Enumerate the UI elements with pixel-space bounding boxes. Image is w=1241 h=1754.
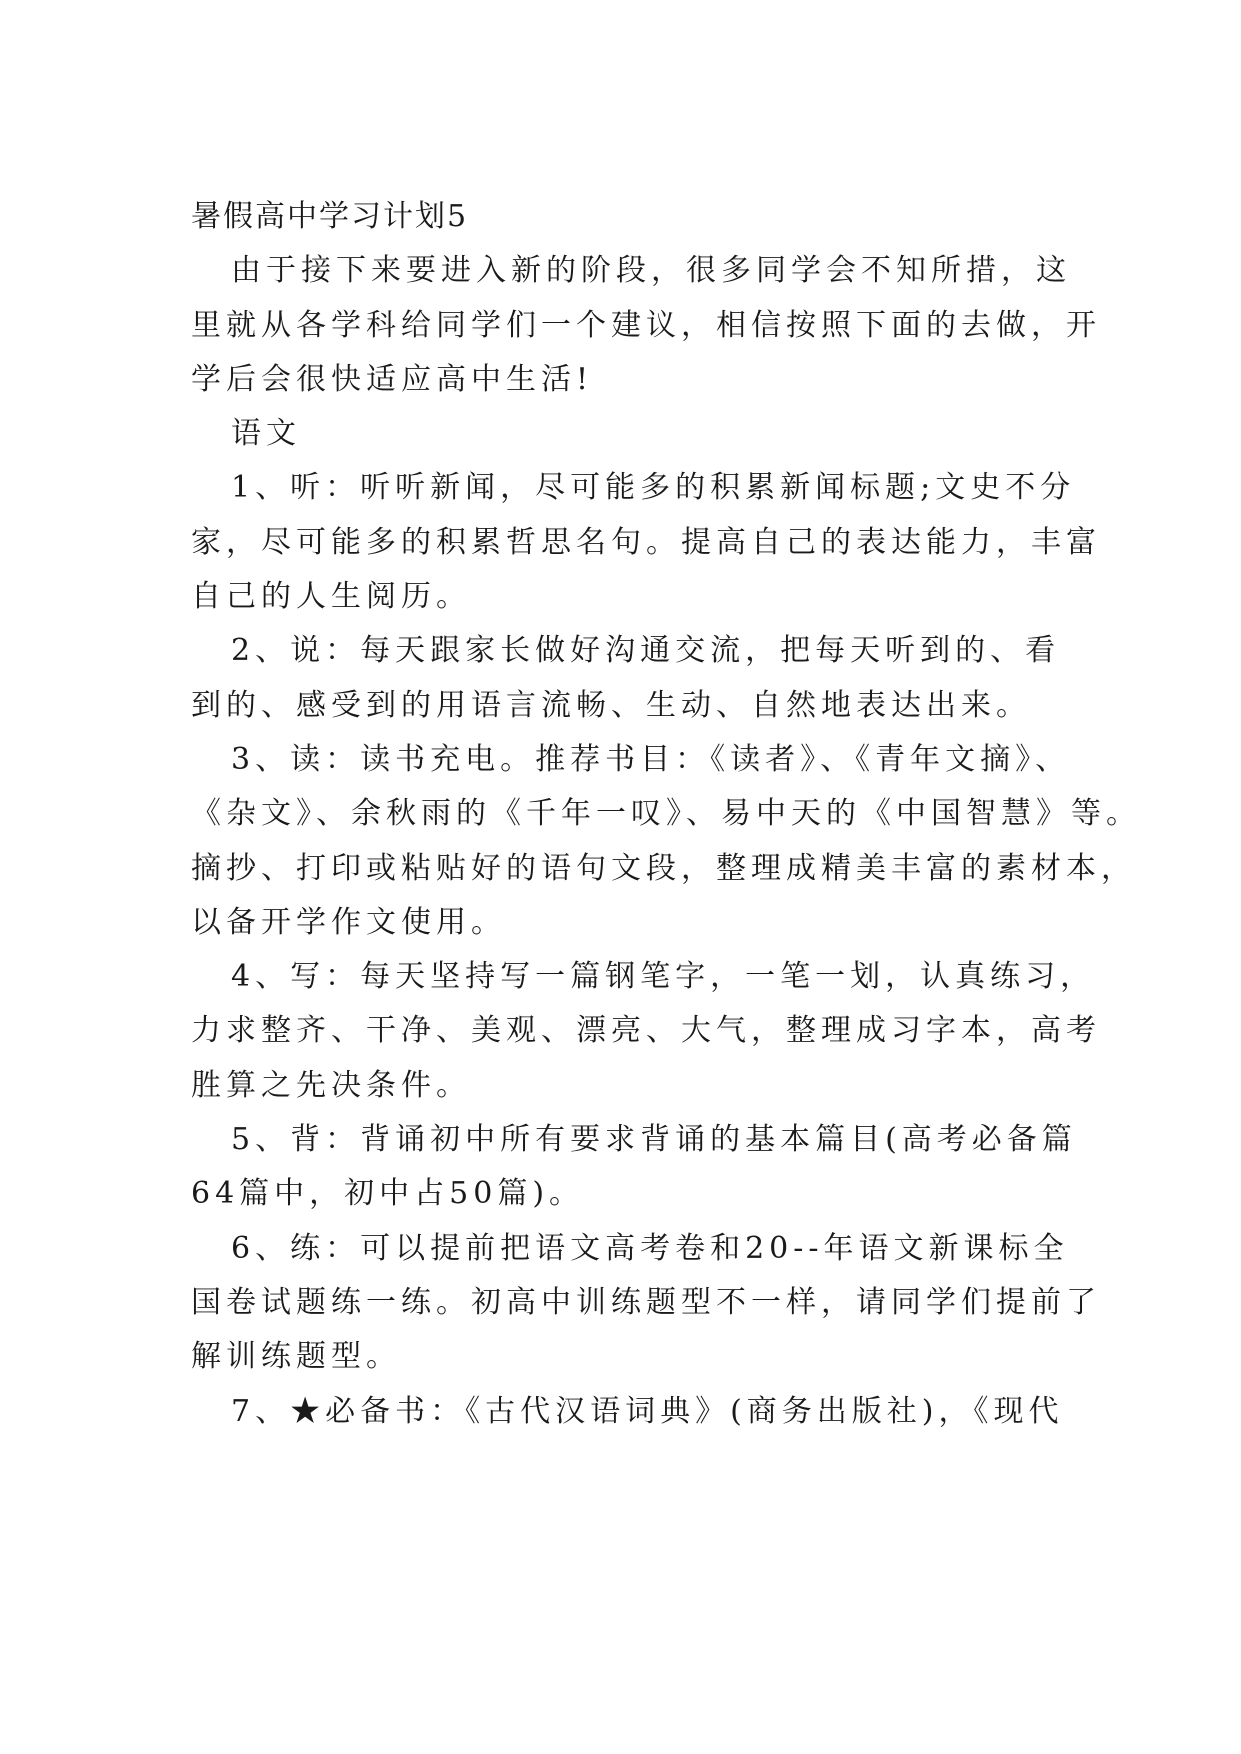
- document-title: 暑假高中学习计划5: [191, 199, 469, 234]
- paragraph-line: 64篇中，初中占50篇)。: [191, 1176, 585, 1211]
- paragraph-line: 力求整齐、干净、美观、漂亮、大气，整理成习字本，高考: [191, 1013, 1101, 1048]
- paragraph-line: 6、练：可以提前把语文高考卷和20--年语文新课标全: [231, 1231, 1069, 1266]
- paragraph-line: 家，尽可能多的积累哲思名句。提高自己的表达能力，丰富: [191, 525, 1101, 560]
- paragraph-line: 里就从各学科给同学们一个建议，相信按照下面的去做，开: [191, 308, 1101, 343]
- paragraph-line: 自己的人生阅历。: [191, 579, 471, 614]
- paragraph-line: 国卷试题练一练。初高中训练题型不一样，请同学们提前了: [191, 1285, 1101, 1320]
- paragraph-line: 解训练题型。: [191, 1339, 401, 1374]
- paragraph-line: 以备开学作文使用。: [191, 905, 506, 940]
- paragraph-line: 到的、感受到的用语言流畅、生动、自然地表达出来。: [191, 688, 1031, 723]
- paragraph-line: 1、听：听听新闻，尽可能多的积累新闻标题;文史不分: [231, 470, 1076, 505]
- paragraph-line: 4、写：每天坚持写一篇钢笔字，一笔一划，认真练习，: [231, 959, 1096, 994]
- paragraph-line: 5、背：背诵初中所有要求背诵的基本篇目(高考必备篇: [231, 1122, 1077, 1157]
- paragraph-line: 2、说：每天跟家长做好沟通交流，把每天听到的、看: [231, 633, 1061, 668]
- paragraph-line: 3、读：读书充电。推荐书目：《读者》、《青年文摘》、: [231, 742, 1071, 777]
- paragraph-line: 胜算之先决条件。: [191, 1068, 471, 1103]
- section-heading: 语文: [231, 416, 301, 451]
- paragraph-line: 《杂文》、余秋雨的《千年一叹》、易中天的《中国智慧》等。: [191, 796, 1141, 831]
- paragraph-line: 摘抄、打印或粘贴好的语句文段，整理成精美丰富的素材本，: [191, 851, 1136, 886]
- paragraph-line: 由于接下来要进入新的阶段，很多同学会不知所措，这: [231, 253, 1071, 288]
- paragraph-line: 学后会很快适应高中生活!: [191, 362, 594, 397]
- paragraph-line: 7、★必备书：《古代汉语词典》(商务出版社)，《现代: [231, 1394, 1064, 1429]
